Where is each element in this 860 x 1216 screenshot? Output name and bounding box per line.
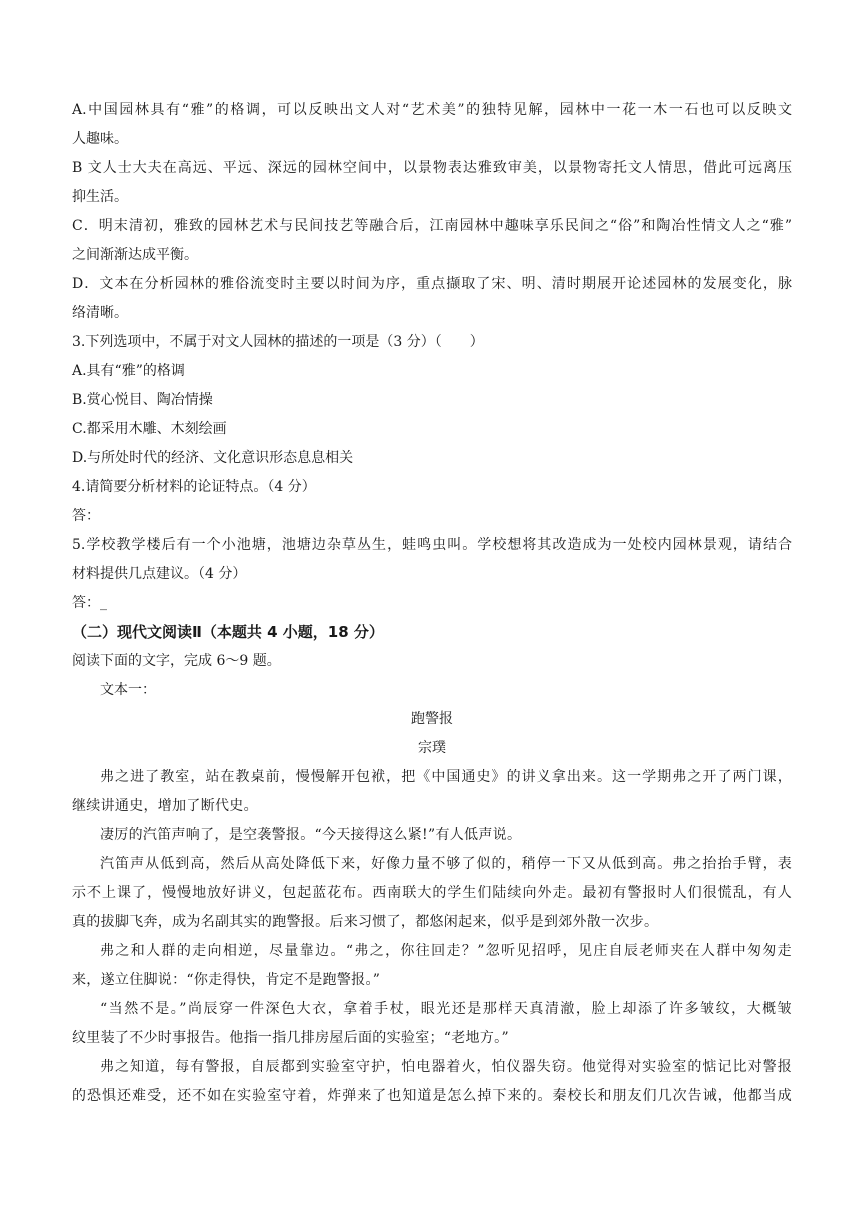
q2-option-c-line2: 之间渐渐达成平衡。 xyxy=(72,247,198,263)
q2-option-c-line1: C．明末清初，雅致的园林艺术与民间技艺等融合后，江南园林中趣味享乐民间之“俗”和陶冶性情文人之“雅” xyxy=(72,218,792,234)
q3-option-b: B.赏心悦目、陶冶情操 xyxy=(72,392,213,408)
q2-option-d-line2: 络清晰。 xyxy=(72,305,128,321)
q2-option-b-line2: 抑生活。 xyxy=(72,189,128,205)
paragraph-3-line2: 示不上课了，慢慢地放好讲义，包起蓝花布。西南联大的学生们陆续向外走。最初有警报时人们很慌乱，有人 xyxy=(72,885,792,901)
q2-option-d-line1: D．文本在分析园林的雅俗流变时主要以时间为序，重点撷取了宋、明、清时期展开论述园林的发展变化，脉 xyxy=(72,276,792,292)
paragraph-5-line2: 纹里装了不少时事报告。他指一指几排房屋后面的实验室；“老地方。” xyxy=(72,1030,509,1046)
q2-option-a-line1: A.中国园林具有“雅”的格调，可以反映出文人对“艺术美”的独特见解，园林中一花一木一石也可以反映文 xyxy=(72,102,792,118)
text-label: 文本一： xyxy=(100,682,156,698)
paragraph-4-line2: 来，遂立住脚说：“你走得快，肯定不是跑警报。” xyxy=(72,972,381,988)
document-page xyxy=(72,96,792,1111)
q4-stem: 4.请简要分析材料的论证特点。（4 分） xyxy=(72,479,316,495)
q2-option-a-line2: 人趣味。 xyxy=(72,131,128,147)
paragraph-3-line3: 真的拔脚飞奔，成为名副其实的跑警报。后来习惯了，都悠闲起来，似乎是到郊外散一次步。 xyxy=(72,914,659,930)
q3-option-a: A.具有“雅”的格调 xyxy=(72,363,185,379)
section-heading: （二）现代文阅读Ⅱ（本题共 4 小题，18 分） xyxy=(72,623,384,641)
paragraph-6-line1: 弗之知道，每有警报，自辰都到实验室守护，怕电器着火，怕仪器失窃。他觉得对实验室的惦记比对警报 xyxy=(100,1059,792,1075)
paragraph-4-line1: 弗之和人群的走向相逆，尽量靠边。“弗之，你往回走？”忽听见招呼，见庄自辰老师夹在人群中匆匆走 xyxy=(100,943,792,959)
q5-stem-line1: 5.学校教学楼后有一个小池塘，池塘边杂草丛生，蛙鸣虫叫。学校想将其改造成为一处校内园林景观，请结合 xyxy=(72,537,792,553)
q2-option-b-line1: B 文人士大夫在高远、平远、深远的园林空间中，以景物表达雅致审美，以景物寄托文人情思，借此可远离压 xyxy=(72,160,792,176)
q3-option-c: C.都采用木雕、木刻绘画 xyxy=(72,421,227,437)
article-author: 宗璞 xyxy=(418,740,446,756)
paragraph-1-line1: 弗之进了教室，站在教桌前，慢慢解开包袱，把《中国通史》的讲义拿出来。这一学期弗之开了两门课， xyxy=(100,769,792,785)
q3-option-d: D.与所处时代的经济、文化意识形态息息相关 xyxy=(72,450,354,466)
q5-stem-line2: 材料提供几点建议。（4 分） xyxy=(72,566,247,582)
paragraph-2: 凄厉的汽笛声响了，是空袭警报。“今天接得这么紧!”有人低声说。 xyxy=(100,827,522,843)
q4-answer: 答： xyxy=(72,508,100,524)
paragraph-6-line2: 的恐惧还难受，还不如在实验室守着，炸弹来了也知道是怎么掉下来的。秦校长和朋友们几次告诫，他都当成 xyxy=(72,1088,792,1104)
q5-answer: 答：_ xyxy=(72,595,107,611)
reading-instruction: 阅读下面的文字，完成 6～9 题。 xyxy=(72,653,281,669)
q3-stem: 3.下列选项中，不属于对文人园林的描述的一项是（3 分）（ ） xyxy=(72,334,484,350)
paragraph-1-line2: 继续讲通史，增加了断代史。 xyxy=(72,798,258,814)
article-title: 跑警报 xyxy=(411,711,453,727)
paragraph-5-line1: “当然不是。”尚辰穿一件深色大衣，拿着手杖，眼光还是那样天真清澈，脸上却添了许多皱纹，大概皱 xyxy=(100,1001,792,1017)
paragraph-3-line1: 汽笛声从低到高，然后从高处降低下来，好像力量不够了似的，稍停一下又从低到高。弗之抬抬手臂，表 xyxy=(100,856,792,872)
